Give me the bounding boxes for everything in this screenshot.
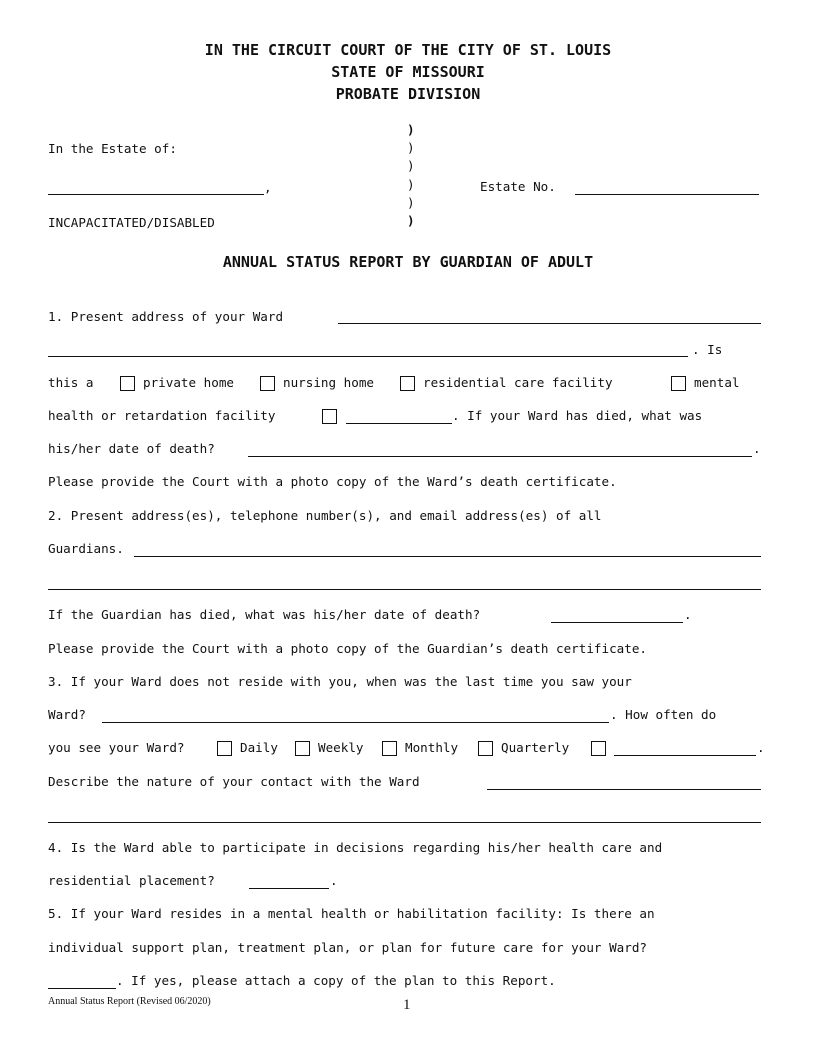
last-visit-field[interactable] [102, 722, 609, 723]
ward-death-date-field[interactable] [248, 456, 752, 457]
caption-paren: ) [407, 140, 415, 155]
how-often-label: . How often do [610, 707, 717, 722]
other-facility-checkbox[interactable] [322, 409, 337, 424]
division-heading: PROBATE DIVISION [335, 85, 481, 103]
contact-description-field-line2[interactable] [48, 822, 761, 823]
estate-no-label: Estate No. [480, 179, 556, 194]
q5-line2: individual support plan, treatment plan, or plan for future care for your Ward? [48, 940, 647, 955]
period: . [684, 607, 692, 622]
page-number: 1 [403, 997, 411, 1013]
other-frequency-checkbox[interactable] [591, 741, 606, 756]
residential-placement-label: residential placement? [48, 873, 215, 888]
ward-address-field[interactable] [338, 323, 761, 324]
quarterly-checkbox[interactable] [478, 741, 493, 756]
weekly-label: Weekly [318, 740, 364, 755]
form-title: ANNUAL STATUS REPORT BY GUARDIAN OF ADULT [222, 253, 594, 271]
plan-answer-field[interactable] [48, 988, 116, 989]
q2-label: 2. Present address(es), telephone number(s), and email address(es) of all [48, 508, 602, 523]
attach-plan-note: . If yes, please attach a copy of the plan to this Report. [116, 973, 556, 988]
q4-label: 4. Is the Ward able to participate in decisions regarding his/her health care and [48, 840, 663, 855]
caption-paren: ) [407, 122, 415, 137]
other-facility-field[interactable] [346, 423, 452, 424]
weekly-checkbox[interactable] [295, 741, 310, 756]
daily-label: Daily [240, 740, 278, 755]
guardians-info-field[interactable] [134, 556, 761, 557]
comma: , [264, 180, 272, 195]
ward-death-cert-note: Please provide the Court with a photo copy of the Ward’s death certificate. [48, 474, 617, 489]
guardian-death-cert-note: Please provide the Court with a photo copy of the Guardian’s death certificate. [48, 641, 647, 656]
guardians-label: Guardians. [48, 541, 124, 556]
ward-name-field[interactable] [48, 194, 264, 195]
q3-ward-label: Ward? [48, 707, 86, 722]
guardian-death-date-field[interactable] [551, 622, 683, 623]
period: . [330, 873, 338, 888]
other-frequency-field[interactable] [614, 755, 756, 756]
private-home-label: private home [143, 375, 234, 390]
residential-care-checkbox[interactable] [400, 376, 415, 391]
mental-health-checkbox[interactable] [671, 376, 686, 391]
q2-died-question: If the Guardian has died, what was his/her date of death? [48, 607, 481, 622]
contact-description-field[interactable] [487, 789, 761, 790]
private-home-checkbox[interactable] [120, 376, 135, 391]
residential-care-label: residential care facility [423, 375, 613, 390]
ward-address-field-line2[interactable] [48, 356, 688, 357]
q1-date-question: his/her date of death? [48, 441, 215, 456]
caption-paren: ) [407, 195, 415, 210]
caption-paren: ) [407, 177, 415, 192]
see-ward-question: you see your Ward? [48, 740, 185, 755]
nursing-home-checkbox[interactable] [260, 376, 275, 391]
guardians-info-field-line2[interactable] [48, 589, 761, 590]
quarterly-label: Quarterly [501, 740, 570, 755]
q1-died-question: . If your Ward has died, what was [452, 408, 703, 423]
status-label: INCAPACITATED/DISABLED [48, 215, 215, 230]
q3-label: 3. If your Ward does not reside with you, when was the last time you saw your [48, 674, 632, 689]
estate-number-field[interactable] [575, 194, 759, 195]
daily-checkbox[interactable] [217, 741, 232, 756]
describe-contact-label: Describe the nature of your contact with the Ward [48, 774, 420, 789]
state-heading: STATE OF MISSOURI [331, 63, 485, 81]
estate-of-label: In the Estate of: [48, 141, 177, 156]
monthly-checkbox[interactable] [382, 741, 397, 756]
participation-answer-field[interactable] [249, 888, 329, 889]
mental-label: mental [694, 375, 740, 390]
caption-paren: ) [407, 213, 415, 228]
monthly-label: Monthly [405, 740, 459, 755]
revision-footer: Annual Status Report (Revised 06/2020) [48, 996, 211, 1007]
q5-label: 5. If your Ward resides in a mental health or habilitation facility: Is there an [48, 906, 655, 921]
court-heading: IN THE CIRCUIT COURT OF THE CITY OF ST. LOUIS [204, 41, 612, 59]
q1-this-a: this a [48, 375, 94, 390]
caption-paren: ) [407, 158, 415, 173]
q1-label: 1. Present address of your Ward [48, 309, 284, 324]
q1-is: . Is [692, 342, 723, 357]
health-facility-label: health or retardation facility [48, 408, 276, 423]
period: . [753, 441, 761, 456]
period: . [757, 740, 765, 755]
nursing-home-label: nursing home [283, 375, 374, 390]
